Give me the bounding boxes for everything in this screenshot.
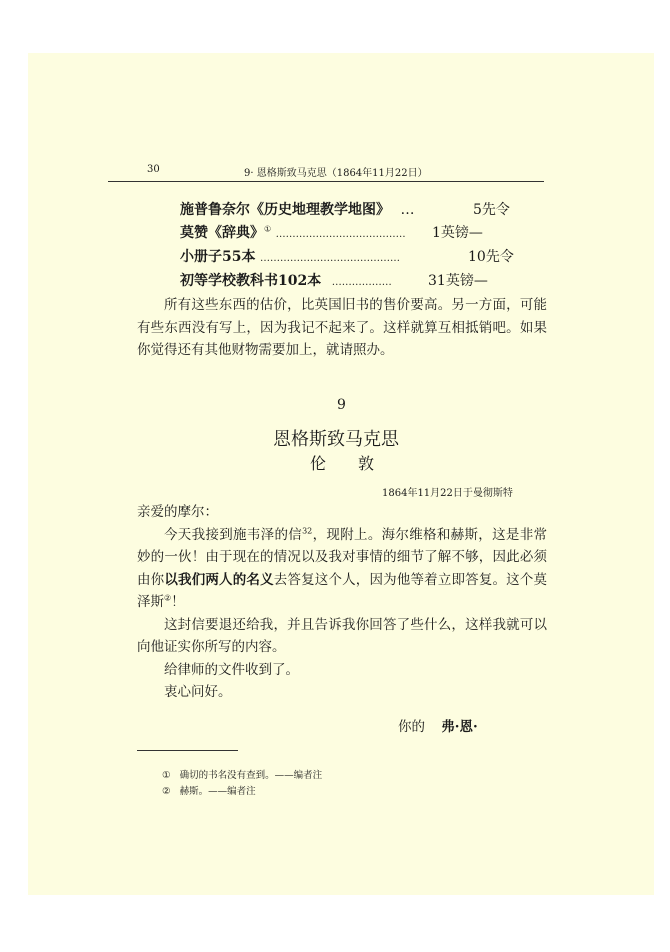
letter-paragraph: 给律师的文件收到了。 xyxy=(164,661,299,678)
footnote-ref: ① xyxy=(264,224,272,234)
header-rule xyxy=(108,181,544,182)
letter-body xyxy=(137,501,547,704)
signature-name: 弗·恩· xyxy=(441,719,478,735)
item-price: 31英镑— xyxy=(428,273,488,289)
footnote-rule xyxy=(137,750,238,751)
dateline: 1864年11月22日于曼彻斯特 xyxy=(382,488,513,499)
item-dots: ………………………………… xyxy=(275,229,406,240)
letter-number: 9 xyxy=(337,397,346,413)
letter-title: 恩格斯致马克思 xyxy=(273,429,399,450)
footnote-text: 确切的书名没有查到。——编者注 xyxy=(179,770,323,781)
invoice-item xyxy=(180,270,392,290)
footnote-mark: ① xyxy=(162,770,171,781)
letter-place: 伦 敦 xyxy=(310,454,375,473)
item-name: 莫赞《辞典》 xyxy=(180,225,264,241)
item-name: 小册子55本 xyxy=(180,249,256,265)
letter-paragraph: 今天我接到施韦泽的信$^{32}$，现附上。海尔维格和赫斯，这是非常妙的一伙！由于现在的情况以及我对事情的细节了解不够，因此必须由你以我们两人的名义去答复这个人，因为他等着立即答复。这个莫泽斯②！ xyxy=(137,526,548,610)
paragraph-text: 所有这些东西的估价，比英国旧书的售价要高。另一方面，可能有些东西没有写上，因为我记不起来了。这样就算互相抵销吧。如果你觉得还有其他财物需要加上，就请照办。 xyxy=(137,297,547,358)
book-page xyxy=(28,53,654,895)
item-name: 初等学校教科书102本 xyxy=(180,273,322,289)
item-price: 5先令 xyxy=(473,202,510,218)
item-price: 10先令 xyxy=(468,249,514,265)
footnote xyxy=(162,767,322,781)
item-dots: …………………………………… xyxy=(259,253,400,264)
letter-paragraph: 衷心问好。 xyxy=(164,684,232,700)
item-dots: ……………… xyxy=(331,277,392,288)
invoice-item xyxy=(180,222,406,242)
signature-prefix: 你的 xyxy=(398,719,425,735)
endnote-ref: 32 xyxy=(302,526,313,535)
salutation: 亲爱的摩尔： xyxy=(137,504,218,520)
item-name: 施普鲁奈尔《历史地理教学地图》 xyxy=(180,202,390,218)
footnote-ref: ② xyxy=(164,593,172,603)
footnote-mark: ② xyxy=(162,786,171,797)
invoice-item xyxy=(180,199,414,219)
letter-paragraph: 这封信要退还给我，并且告诉我你回答了些什么，这样我就可以向他证实你所写的内容。 xyxy=(137,616,547,655)
closing-paragraph xyxy=(137,294,547,362)
emphasis: 以我们两人的名义 xyxy=(164,571,274,588)
item-price: 1英镑— xyxy=(432,225,483,241)
page-number: 30 xyxy=(147,164,160,175)
signature xyxy=(398,715,478,735)
invoice-item xyxy=(180,246,400,266)
footnote-text: 赫斯。——编者注 xyxy=(179,786,256,797)
running-title: 9· 恩格斯致马克思（1864年11月22日） xyxy=(244,168,428,179)
footnote xyxy=(162,783,256,797)
item-dots: … xyxy=(400,202,415,218)
